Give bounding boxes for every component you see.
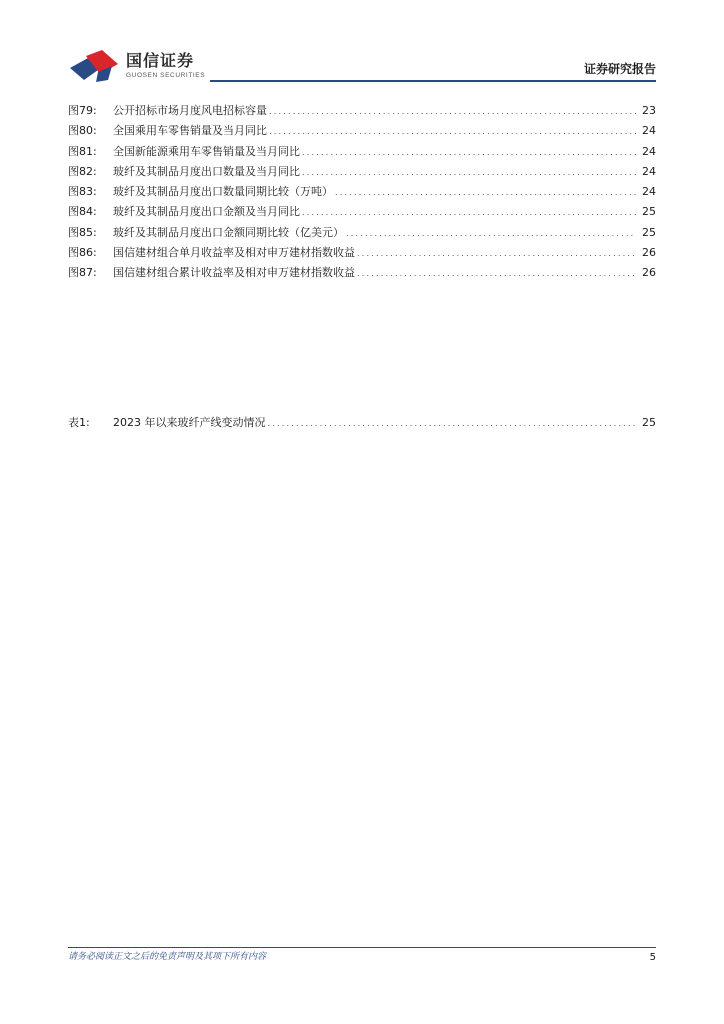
- figure-index: [68, 101, 656, 284]
- toc-figure-title[interactable]: 公开招标市场月度风电招标容量: [113, 104, 267, 117]
- report-type-label: 证券研究报告: [583, 62, 656, 76]
- toc-page-number: 23: [642, 104, 656, 117]
- toc-leader-dots: [268, 414, 637, 434]
- toc-leader-dots: [269, 122, 636, 142]
- toc-page-number: 24: [642, 144, 656, 158]
- toc-row-figure-81[interactable]: [68, 142, 656, 162]
- toc-figure-label: 图84:: [68, 205, 97, 219]
- toc-leader-dots: [302, 163, 636, 183]
- toc-figure-title[interactable]: 国信建材组合单月收益率及相对申万建材指数收益: [113, 246, 355, 260]
- toc-figure-label: 图87:: [68, 266, 97, 280]
- toc-page-number: 26: [642, 246, 656, 260]
- toc-page-number: 24: [642, 124, 656, 138]
- footer-disclaimer: 请务必阅读正文之后的免责声明及其项下所有内容: [68, 952, 267, 962]
- toc-page-number: 25: [642, 225, 656, 239]
- toc-figure-title[interactable]: 玻纤及其制品月度出口数量同期比较（万吨）: [113, 185, 333, 199]
- toc-row-table-1[interactable]: [68, 413, 656, 433]
- page-number: 5: [649, 952, 656, 963]
- toc-row-figure-79[interactable]: [68, 101, 656, 121]
- toc-figure-title[interactable]: 全国乘用车零售销量及当月同比: [113, 124, 267, 138]
- toc-figure-title[interactable]: 玻纤及其制品月度出口金额同期比较（亿美元）: [113, 225, 344, 239]
- toc-row-figure-85[interactable]: [68, 223, 656, 243]
- toc-figure-title[interactable]: 玻纤及其制品月度出口金额及当月同比: [113, 205, 300, 219]
- toc-page-number: 25: [642, 205, 656, 219]
- toc-leader-dots: [302, 203, 636, 223]
- toc-figure-label: 图82:: [68, 164, 97, 178]
- toc-figure-label: 图80:: [68, 124, 97, 138]
- toc-figure-title[interactable]: 国信建材组合累计收益率及相对申万建材指数收益: [113, 266, 355, 280]
- header-divider: [210, 80, 656, 82]
- toc-row-figure-86[interactable]: [68, 243, 656, 263]
- table-index: [68, 413, 656, 433]
- toc-row-figure-87[interactable]: [68, 263, 656, 283]
- toc-row-figure-80[interactable]: [68, 121, 656, 141]
- toc-table-title[interactable]: 2023 年以来玻纤产线变动情况: [113, 416, 266, 429]
- toc-page-number: 24: [642, 185, 656, 199]
- toc-page-number: 26: [642, 266, 656, 280]
- toc-leader-dots: [269, 102, 636, 122]
- toc-figure-label: 图83:: [68, 185, 97, 199]
- guosen-logo-icon: [68, 50, 120, 84]
- toc-figure-title[interactable]: 全国新能源乘用车零售销量及当月同比: [113, 144, 300, 158]
- toc-row-figure-83[interactable]: [68, 182, 656, 202]
- toc-row-figure-84[interactable]: [68, 202, 656, 222]
- toc-page-number: 24: [642, 164, 656, 178]
- logo-name-en: GUOSEN SECURITIES: [126, 72, 206, 79]
- toc-leader-dots: [335, 183, 636, 203]
- toc-figure-label: 图86:: [68, 246, 97, 260]
- toc-leader-dots: [302, 143, 636, 163]
- toc-leader-dots: [357, 264, 636, 284]
- toc-table-label: 表1:: [68, 416, 90, 429]
- page-header: [0, 0, 724, 90]
- toc-leader-dots: [357, 244, 636, 264]
- toc-page-number: 25: [642, 416, 656, 429]
- toc-row-figure-82[interactable]: [68, 162, 656, 182]
- toc-figure-label: 图85:: [68, 225, 97, 239]
- toc-figure-label: 图79:: [68, 104, 97, 117]
- toc-figure-label: 图81:: [68, 144, 97, 158]
- logo-name-cn: 国信证券: [126, 51, 195, 70]
- footer-divider: [68, 947, 656, 948]
- toc-leader-dots: [346, 224, 636, 244]
- toc-figure-title[interactable]: 玻纤及其制品月度出口数量及当月同比: [113, 164, 300, 178]
